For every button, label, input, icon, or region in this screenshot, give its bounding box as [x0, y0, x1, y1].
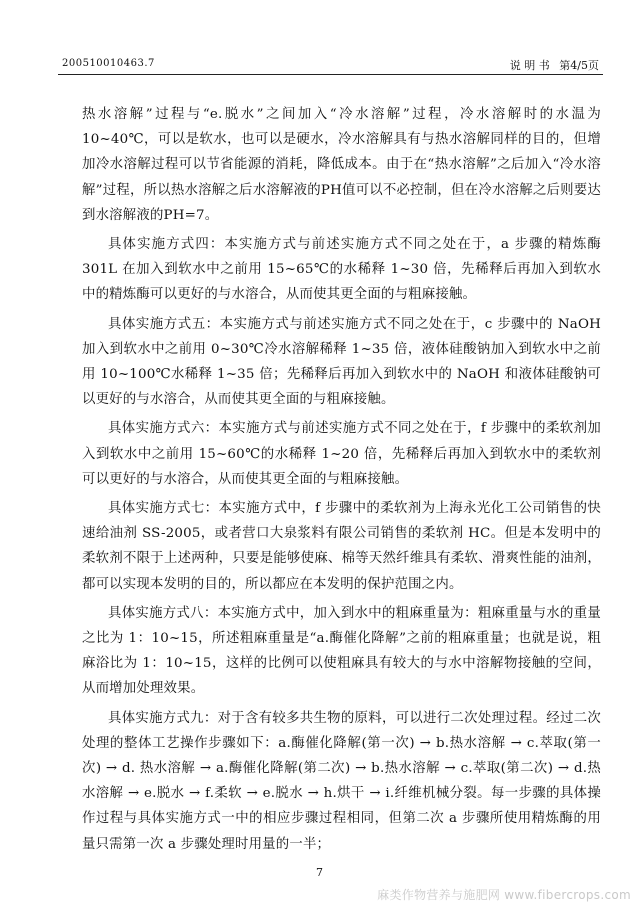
body-text	[82, 102, 601, 857]
paragraph-embodiment-5: 具体实施方式五：本实施方式与前述实施方式不同之处在于，c 步骤中的 NaOH 加入到软水中之前用 0~30℃冷水溶解稀释 1~35 倍，液体硅酸钠加入到软水中之前用 10~100℃水稀释 1~35 倍；先稀释后再加入到软水中的 NaOH 和液体硅酸钠可以更好的与水溶合，从而使其更全面的与粗麻接触。	[82, 316, 601, 408]
watermark: 麻类作物营养与施肥网 www.fibercrops.com	[377, 888, 631, 902]
paragraph-embodiment-6: 具体实施方式六：本实施方式与前述实施方式不同之处在于，f 步骤中的柔软剂加入到软水中之前用 15~60℃的水稀释 1~20 倍，先稀释后再加入到软水中的柔软剂可以更好的与水溶合，从而使其更全面的与粗麻接触。	[82, 421, 601, 487]
header-right	[504, 57, 599, 73]
paragraph-embodiment-4: 具体实施方式四：本实施方式与前述实施方式不同之处在于，a 步骤的精炼酶 301L 在加入到软水中之前用 15~65℃的水稀释 1~30 倍，先稀释后再加入到软水中的精炼酶可以更好的与水溶合，从而使其更全面的与粗麻接触。	[82, 237, 601, 303]
header-doc-number: 200510010463.7	[62, 58, 155, 69]
paragraph-embodiment-7: 具体实施方式七：本实施方式中，f 步骤中的柔软剂为上海永光化工公司销售的快速给油剂 SS-2005，或者营口大泉浆料有限公司销售的柔软剂 HC。但是本发明中的柔软剂不限于上述两种，只要是能够使麻、棉等天然纤维具有柔软、滑爽性能的油剂，都可以实现本发明的目的，所以都应在本发明的保护范围之内。	[82, 501, 601, 592]
paragraph-embodiment-8: 具体实施方式八：本实施方式中，加入到水中的粗麻重量为：粗麻重量与水的重量之比为 1：10~15，所述粗麻重量是“a.酶催化降解”之前的粗麻重量；也就是说，粗麻浴比为 1：10~15，这样的比例可以使粗麻具有较大的与水中溶解物接触的空间，从而增加处理效果。	[82, 605, 601, 697]
header-page-label: 第4/5页	[559, 59, 599, 72]
paragraph-embodiment-9: 具体实施方式九：对于含有较多共生物的原料，可以进行二次处理过程。经过二次处理的整体工艺操作步骤如下：a.酶催化降解(第一次) → b.热水溶解 → c.萃取(第一次) → d. 热水溶解 → a.酶催化降解(第二次) → b.热水溶解 → c.萃取(第二次) → d.热水溶解 → e.脱水 → f.柔软 → e.脱水 → h.烘干 → i.纤维机械分裂。每一步骤的具体操作过程与具体实施方式一中的相应步骤过程相同，但第二次 a 步骤所使用精炼酶的用量只需第一次 a 步骤处理时用量的一半；	[82, 710, 601, 852]
page-number: 7	[316, 866, 323, 879]
header-section: 说 明 书	[509, 59, 550, 72]
paragraph-1: 热水溶解”过程与“e.脱水”之间加入“冷水溶解”过程，冷水溶解时的水温为 10~40℃，可以是软水，也可以是硬水，冷水溶解具有与热水溶解同样的目的，但增加冷水溶解过程可以节省能源的消耗，降低成本。由于在“热水溶解”之后加入“冷水溶解”过程，所以热水溶解之后水溶解液的PH值可以不必控制，但在冷水溶解之后则要达到水溶解液的PH=7。	[82, 107, 601, 223]
header-rule	[58, 74, 603, 75]
